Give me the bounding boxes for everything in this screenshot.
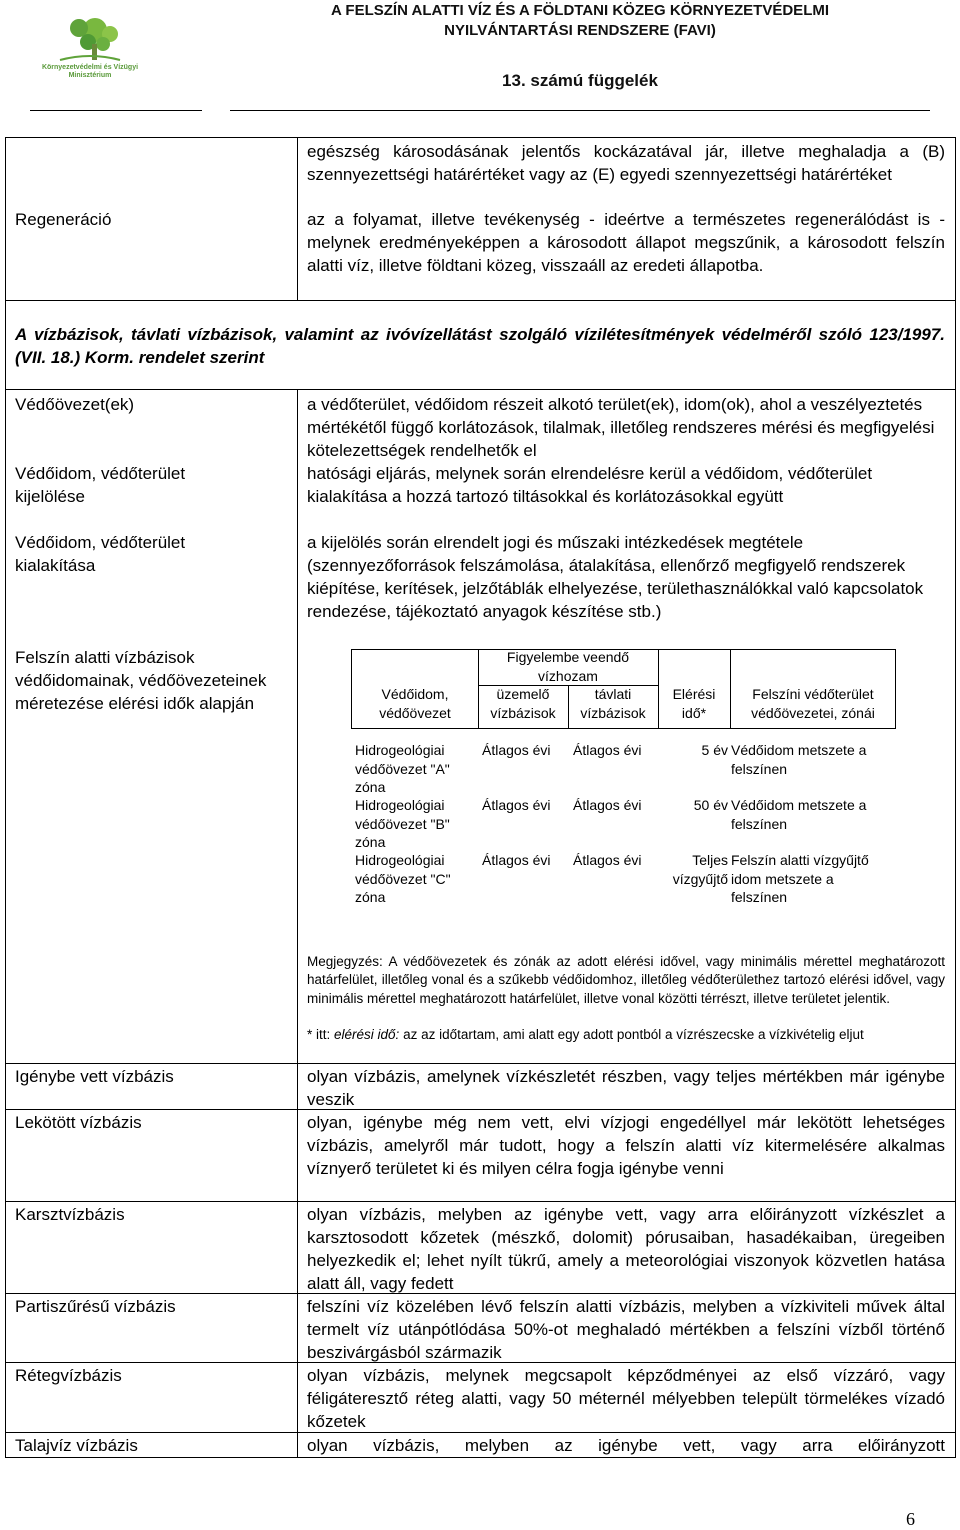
time-cell: Teljes vízgyűjtő [672,852,728,887]
zone-cell: Hidrogeológiai védőövezet "B" zóna [355,797,450,850]
logo-text: Környezetvédelmi és Vízügyi Minisztérium [41,64,139,79]
entry-term: Védőövezet(ek) [15,395,135,414]
header-time: Elérési idő* [672,686,716,721]
footnote-term: elérési idő: [334,1027,400,1042]
page-number: 6 [906,1509,915,1529]
appendix-label: 13. számú függelék [502,71,658,90]
future-cell: Átlagos évi [573,742,642,758]
entry-definition: olyan vízbázis, amelynek vízkészletét részben, vagy teljes mértékben már igénybe veszik [307,1067,945,1109]
entry-term: Talajvíz vízbázis [15,1436,138,1455]
ministry-logo [40,8,140,98]
footnote-text: az az időtartam, ami alatt egy adott pontból a vízrészecske a vízkivételig eljut [399,1027,864,1042]
zone-cell: Hidrogeológiai védőövezet "A" zóna [355,742,450,795]
tree-logo-icon [40,8,140,64]
entry-term: Felszín alatti vízbázisok védőidomainak, védőövezeteinek méretezése elérési idők alapján [15,648,267,713]
future-cell: Átlagos évi [573,797,642,813]
header-title-line2: NYILVÁNTARTÁSI RENDSZERE (FAVI) [444,22,716,39]
header-flow-group: Figyelembe veendő vízhozam [506,649,630,684]
entry-definition: olyan vízbázis, melyben az igénybe vett, vagy arra előirányzott vízkészlet a karsztosodott kőzetek (mészkő, dolomit) pórusaiban, hasadékaiban, üregeiben helyezkedik el; lehet nyílt tükrű, amely a meteorológiai viszonyok közvetlen hatása alatt áll, vagy fedett [307,1205,945,1293]
table-note: Megjegyzés: A védőövezetek és zónák az adott elérési idővel, vagy minimális mérettel meghatározott határfelület, illetőleg vonal és a szűkebb védőidomhoz, illetőleg védőterülethez tartozó elérési idővel, vagy minimális mérettel meghatározott határfelület, illetve vonal közötti térrészt, illetve területet jelentik. [307,954,945,1006]
surface-cell: Védőidom metszete a felszínen [731,797,867,832]
entry-definition: olyan, igénybe még nem vett, elvi vízjogi engedéllyel már lekötött lehetséges vízbázis, amelyről már tudott, hogy a felszín alatti víz kitermelésére alkalmas víznyerő területet ki és milyen célra fogja igénybe venni [307,1113,945,1178]
entry-definition: olyan vízbázis, melyben az igénybe vett, vagy arra előirányzott [307,1436,945,1455]
entry-term: Védőidom, védőterület kialakítása [15,533,186,575]
time-cell: 50 év [693,797,728,813]
header-rule [230,110,930,111]
entry-definition: a védőterület, védőidom részeit alkotó terület(ek), idom(ok), ahol a veszélyeztetés mértékétől függő korlátozások, tilalmak, illetőleg rendszeres mérési és megfigyelési kötelezettségek rendelhetők el [307,395,935,460]
entry-definition: olyan vízbázis, melynek megcsapolt képződményei az első vízzáró, vagy féligáteresztő réteg alatti, vagy 50 méternél mélyebben települt törmelékes vízadó kőzetek [307,1366,945,1431]
entry-definition: felszíni víz közelében lévő felszín alatti vízbázis, melyben a vízkiviteli művek által termelt víz utánpótlódása 50%-ot meghaladó mértékben a felszíni vízből történő beszivárgásból származik [307,1297,945,1362]
header-operating: üzemelő vízbázisok [490,686,556,721]
section-heading: A vízbázisok, távlati vízbázisok, valamint az ivóvízellátást szolgáló vízilétesítmények védelméről szóló 123/1997. (VII. 18.) Korm. rendelet szerint [15,325,945,367]
entry-definition: hatósági eljárás, melynek során elrendelésre kerül a védőidom, védőterület kialakítása a hozzá tartozó tiltásokkal és korlátozásokkal együtt [307,464,873,506]
entry-term: Védőidom, védőterület kijelölése [15,464,186,506]
zone-cell: Hidrogeológiai védőövezet "C" zóna [355,852,451,905]
header-rule-left [30,110,202,111]
future-cell: Átlagos évi [573,852,642,868]
op-cell: Átlagos évi [482,852,551,868]
regeneration-definition: az a folyamat, illetve tevékenység - ideértve a természetes regenerálódást is - melynek eredményeképpen a károsodott állapot megszűnik, a károsodott felszín alatti víz, illetve földtani közeg, visszaáll az eredeti állapotba. [307,210,945,275]
surface-cell: Felszín alatti vízgyűjtő idom metszete a felszínen [731,852,869,905]
time-cell: 5 év [701,742,728,758]
header-zone: Védőidom, védőövezet [379,686,451,721]
footnote-prefix: * itt: [307,1027,335,1042]
op-cell: Átlagos évi [482,742,551,758]
op-cell: Átlagos évi [482,797,551,813]
header-future: távlati vízbázisok [580,686,646,721]
entry-term: Rétegvízbázis [15,1366,122,1385]
row1-definition: egészség károsodásának jelentős kockázatával jár, illetve meghaladja a (B) szennyezettségi határértéket vagy az (E) egyedi szennyezettségi határértéket [307,142,945,184]
footnote [307,1026,945,1044]
entry-definition: a kijelölés során elrendelt jogi és műszaki intézkedések megtétele (szennyezőforrások felszámolása, átalakítása, ellenőrző megfigyelő rendszerek kiépítése, kerítések, jelzőtáblák elhelyezése, területhasználókkal való kapcsolatok rendezése, tájékoztató anyagok készítése stb.) [307,533,924,621]
header-surface: Felszíni védőterület védőövezetei, zónái [751,686,875,721]
entry-term: Partiszűrésű vízbázis [15,1297,176,1316]
header-title-line1: A FELSZÍN ALATTI VÍZ ÉS A FÖLDTANI KÖZEG KÖRNYEZETVÉDELMI [330,2,830,19]
entry-term: Lekötött vízbázis [15,1113,142,1132]
surface-cell: Védőidom metszete a felszínen [731,742,867,777]
entry-term: Karsztvízbázis [15,1205,125,1224]
regeneration-term: Regeneráció [15,210,112,229]
entry-term: Igénybe vett vízbázis [15,1067,174,1086]
